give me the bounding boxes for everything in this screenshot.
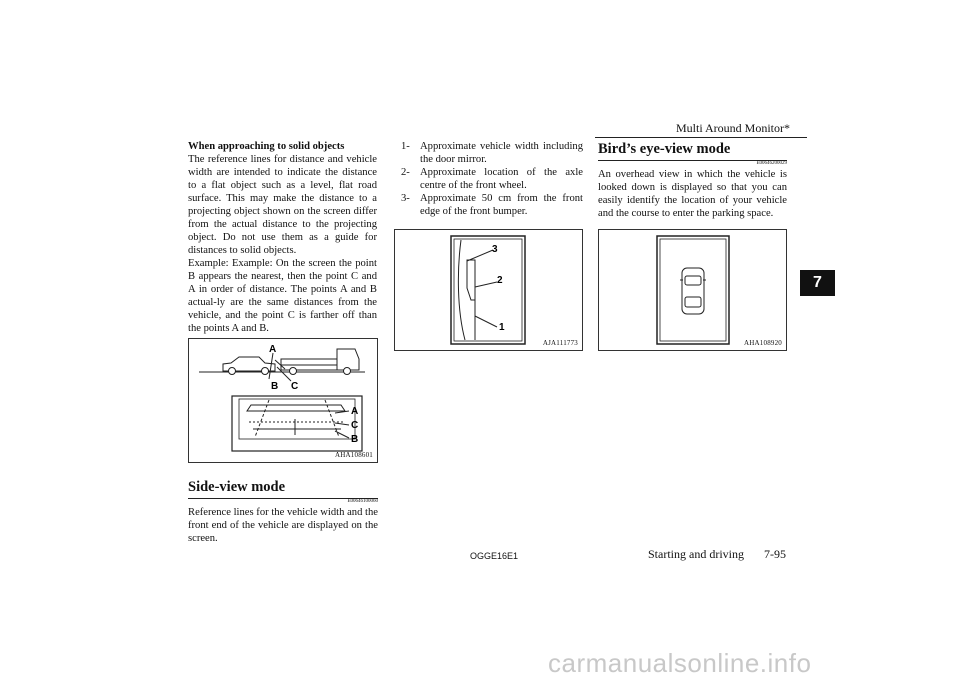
label-a-top: A xyxy=(269,344,277,355)
figure-solid-object-drawing xyxy=(189,339,377,462)
figure-side-view xyxy=(394,229,583,351)
label-a-side: A xyxy=(351,406,359,417)
header-rule xyxy=(595,137,807,138)
running-header: Multi Around Monitor* xyxy=(676,121,791,135)
page-number: 7-95 xyxy=(764,547,786,561)
label-c-side: C xyxy=(351,420,359,431)
label-two: 2 xyxy=(497,275,503,286)
figure-birds-eye xyxy=(598,229,787,351)
label-one: 1 xyxy=(499,322,505,333)
birds-eye-text: An overhead view in which the vehicle is looked down is displayed so that you can easily identify the location of your vehicle and the course to enter the parking space. xyxy=(598,169,787,219)
paragraph-example: Example: Example: On the screen the point B appears the nearest, then the point C and A in order of distance. The points A and B actual-ly are the same distances from the vehicle, and the point C is farther off than the points A and B. xyxy=(188,258,377,334)
label-b-side: B xyxy=(351,434,359,445)
section-side-view xyxy=(188,479,378,545)
label-c-top: C xyxy=(291,381,299,392)
section-birds-eye xyxy=(598,141,787,220)
figure-side-view-drawing xyxy=(395,230,582,350)
paragraph-reference-lines: The reference lines for distance and vehicle width are intended to indicate the distance to a flat object such as a level, flat road surface. This may make the distance to a projecting object shown on the screen differ from the actual distance to the projecting object. Do not use them as a guide for distances to solid objects. xyxy=(188,154,377,256)
figure-solid-object-distance xyxy=(188,338,378,463)
middle-column xyxy=(401,140,583,218)
section-title-birds-eye: Bird’s eye-view mode xyxy=(598,141,731,157)
list-item-1: 1- Approximate vehicle width including the door mirror. xyxy=(401,141,583,165)
footer-chapter-title: Starting and driving xyxy=(648,547,744,561)
section-title-side-view: Side-view mode xyxy=(188,479,286,495)
left-column xyxy=(188,140,377,335)
section-code: E00646200029 xyxy=(756,161,787,166)
chapter-tab: 7 xyxy=(800,270,835,296)
list-item-3: 3- Approximate 50 cm from the front edge of the front bumper. xyxy=(401,193,583,217)
section-code: E00646100060 xyxy=(347,499,378,504)
watermark-text: carmanualsonline.info xyxy=(548,648,812,678)
doc-code: OGGE16E1 xyxy=(470,551,519,561)
side-view-text: Reference lines for the vehicle width and the front end of the vehicle are displayed on the screen. xyxy=(188,507,378,544)
figure-code: AHA108601 xyxy=(335,451,373,459)
label-b-top: B xyxy=(271,381,279,392)
figure-birds-eye-drawing xyxy=(599,230,786,350)
subheading-solid-objects: When approaching to solid objects xyxy=(188,141,345,152)
label-three: 3 xyxy=(492,244,498,255)
list-item-2: 2- Approximate location of the axle centre of the front wheel. xyxy=(401,167,583,191)
figure-code: AHA108920 xyxy=(744,339,782,347)
figure-code: AJA111773 xyxy=(542,339,578,347)
